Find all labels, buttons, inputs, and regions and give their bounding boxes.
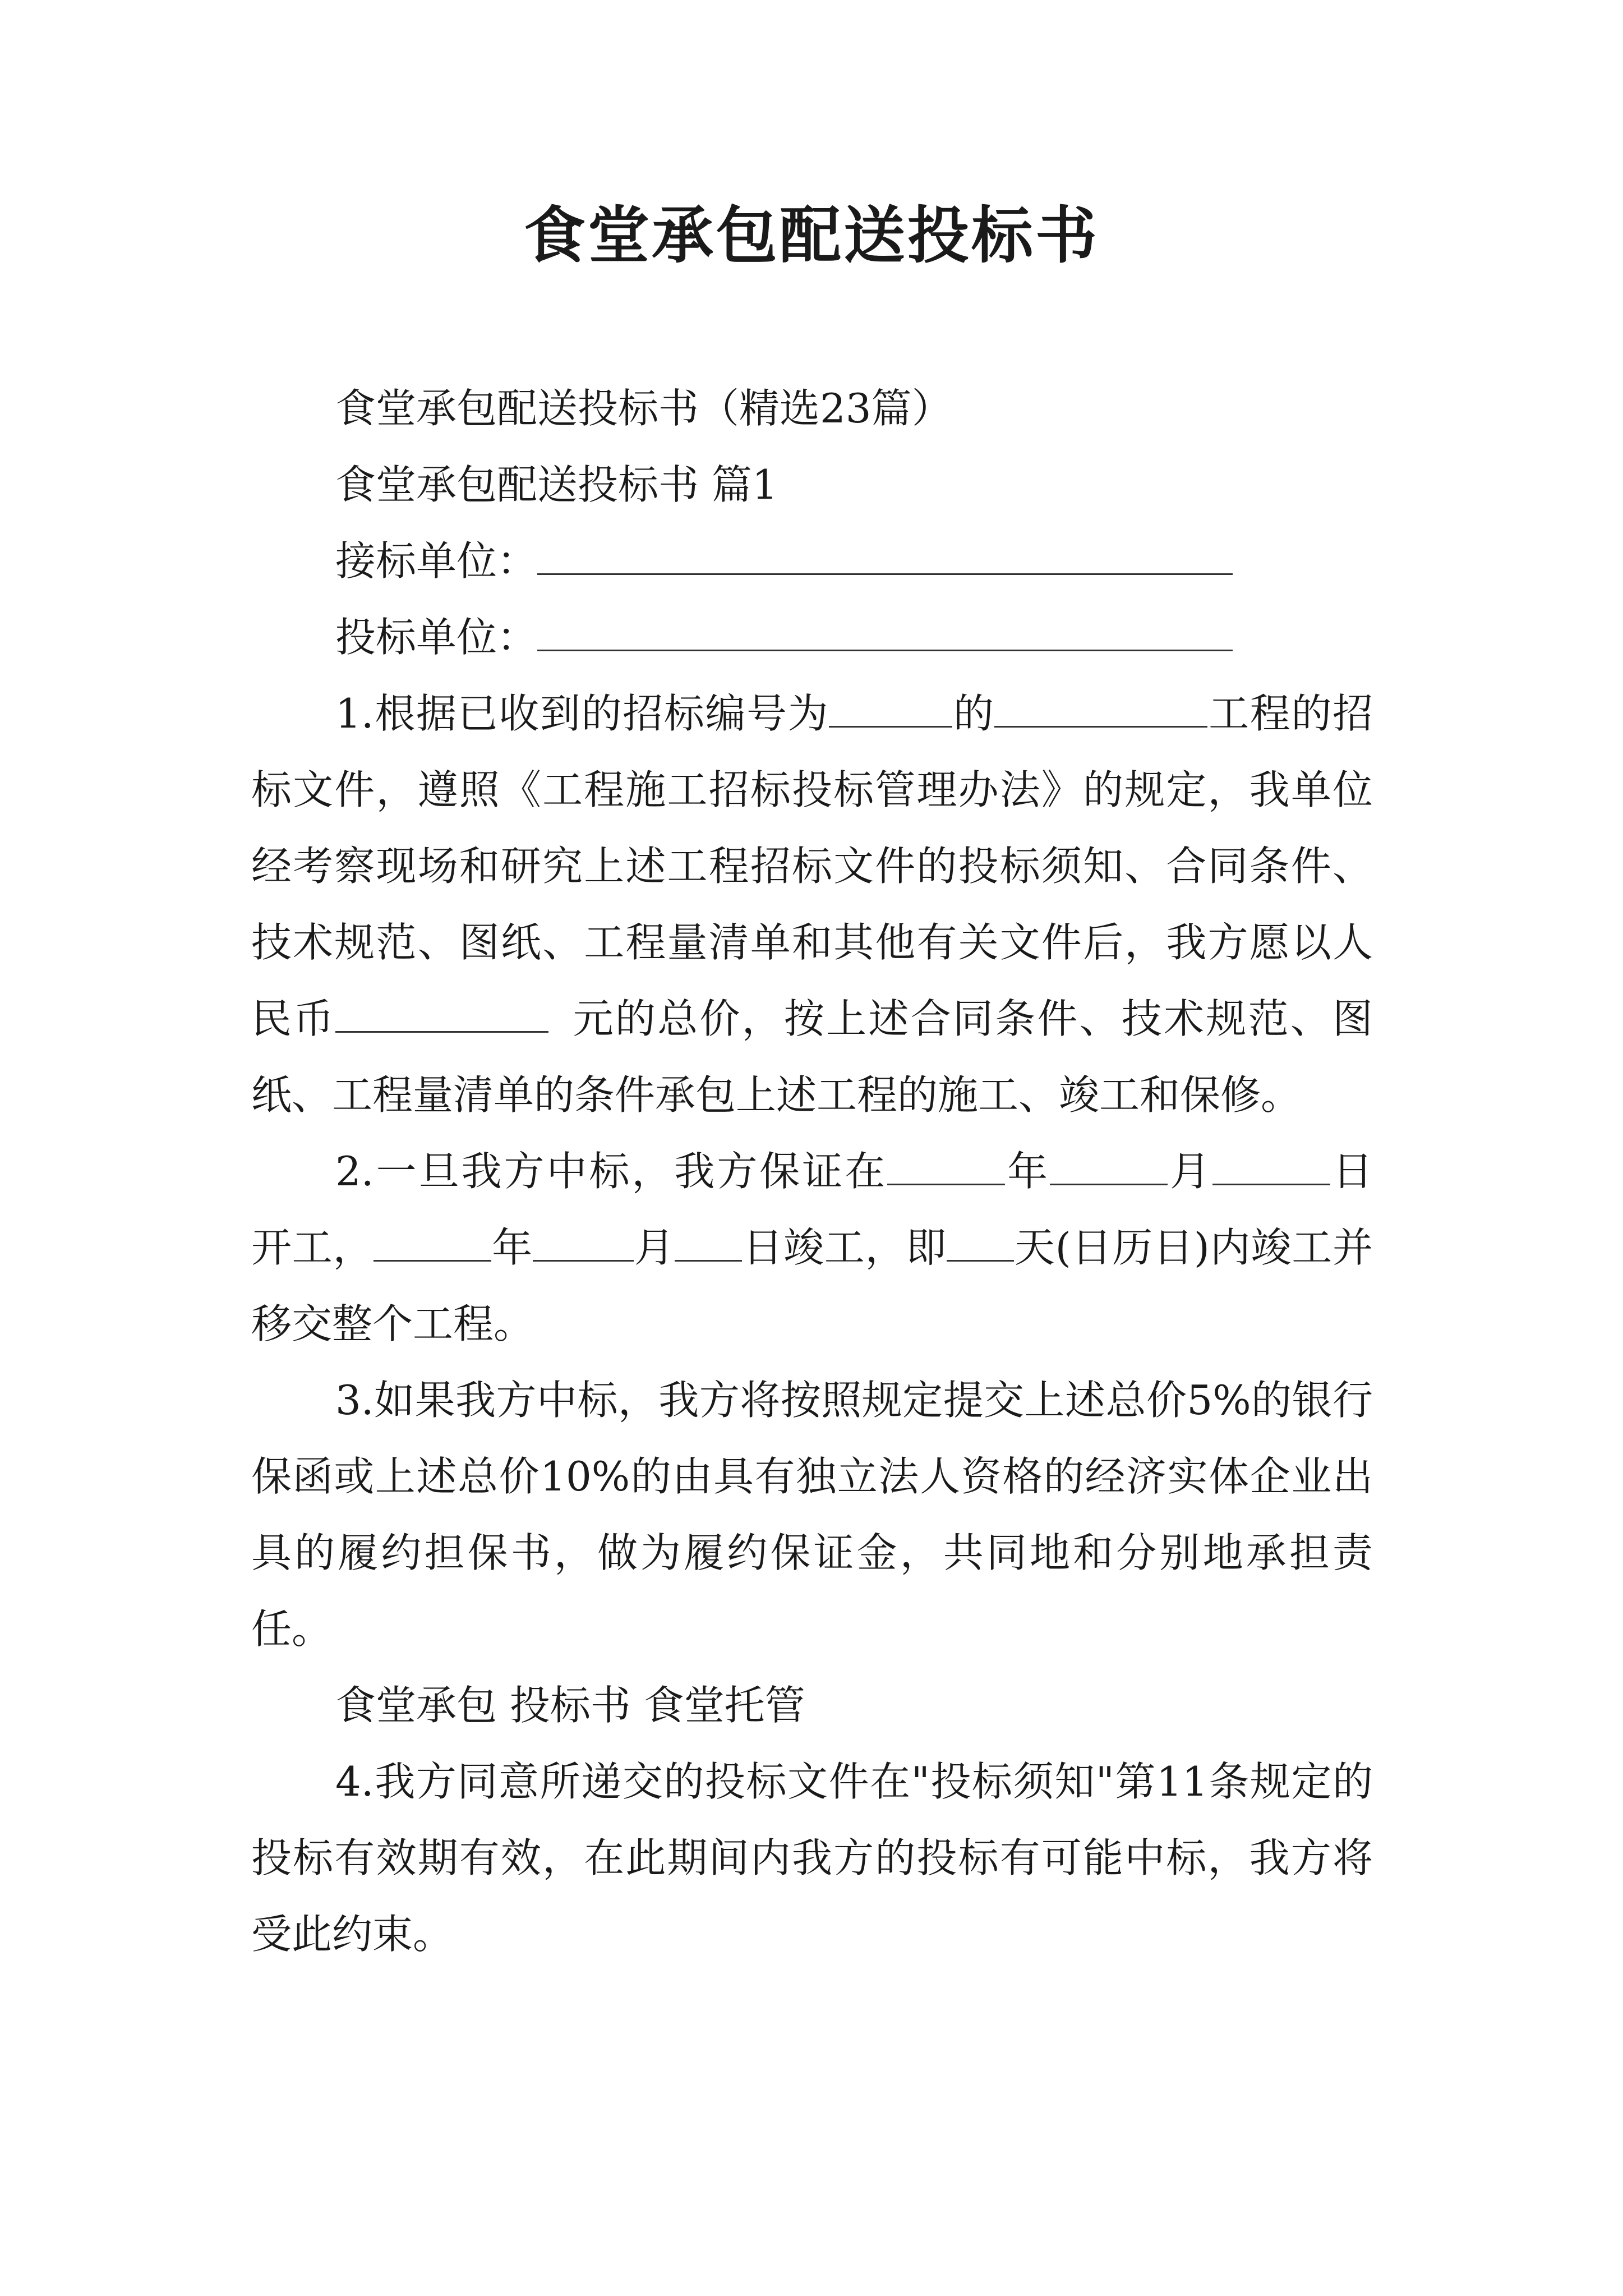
p2-tail: 天(日历日)内竣工并移交整个工程。 (251, 1224, 1373, 1347)
p2-year2: 年 (491, 1224, 533, 1271)
total-price-blank (335, 997, 548, 1033)
p2-text-a: 2.一旦我方中标，我方保证在 (335, 1148, 888, 1195)
end-day-blank (675, 1226, 742, 1262)
p1-text-c: 工程的招标文件，遵照《工程施工招标投标管理办法》的规定，我单位经考察现场和研究上述工程招标文件的投标须知、合同条件、技术规范、图纸、工程量清单和其他有关文件后，我方愿以人民币 (251, 690, 1373, 1042)
p1-text-a: 1.根据已收到的招标编号为 (335, 690, 829, 737)
paragraph-2 (251, 1133, 1373, 1362)
p2-day-start: 日开工， (251, 1148, 1373, 1271)
receiver-label: 接标单位： (335, 537, 538, 585)
p2-month2: 月 (633, 1224, 675, 1271)
bidder-label: 投标单位： (335, 614, 538, 661)
duration-days-blank (947, 1226, 1014, 1262)
paragraph-3: 3.如果我方中标，我方将按照规定提交上述总价5%的银行保函或上述总价10%的由具有独立法人资格的经济实体企业出具的履约担保书，做为履约保证金，共同地和分别地承担责任。 (251, 1377, 1373, 1653)
receiver-field (251, 523, 1373, 599)
paragraph-4: 4.我方同意所递交的投标文件在"投标须知"第11条规定的投标有效期有效，在此期间内我方的投标有可能中标，我方将受此约束。 (251, 1758, 1373, 1958)
paragraph-1 (251, 675, 1373, 1133)
tender-number-blank (829, 692, 952, 728)
document-body (251, 370, 1373, 1972)
p1-text-b: 的 (952, 690, 995, 737)
p2-day-end: 日竣工，即 (742, 1224, 947, 1271)
document-subtitle: 食堂承包配送投标书（精选23篇） (335, 385, 952, 432)
receiver-blank (537, 540, 1233, 575)
bidder-field (251, 599, 1373, 675)
tag-line: 食堂承包 投标书 食堂托管 (335, 1682, 805, 1729)
document-title: 食堂承包配送投标书 (524, 199, 1099, 272)
bidder-blank (537, 616, 1233, 651)
project-name-blank (994, 692, 1207, 728)
section-heading: 食堂承包配送投标书 篇1 (335, 461, 778, 508)
p2-month1: 月 (1168, 1148, 1212, 1195)
start-year-blank (887, 1150, 1005, 1185)
end-year-blank (374, 1226, 491, 1262)
start-month-blank (1050, 1150, 1168, 1185)
p2-year1: 年 (1005, 1148, 1050, 1195)
start-day-blank (1212, 1150, 1330, 1185)
end-month-blank (533, 1226, 634, 1262)
p1-text-d: 元的总价，按上述合同条件、技术规范、图纸、工程量清单的条件承包上述工程的施工、竣工和保修。 (251, 995, 1373, 1119)
